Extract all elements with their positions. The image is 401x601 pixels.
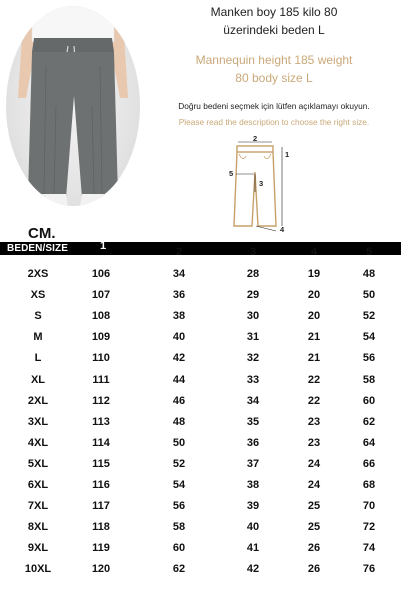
measurement-cell-3: 39 bbox=[246, 500, 260, 512]
measurement-cell-4: 26 bbox=[307, 542, 321, 554]
measurement-cell-3: 31 bbox=[246, 331, 260, 343]
measurement-cell-2: 36 bbox=[172, 289, 186, 301]
diagram-label-1: 1 bbox=[285, 150, 290, 159]
column-header-1: 1 bbox=[99, 240, 107, 252]
size-cell: 8XL bbox=[27, 521, 49, 533]
model-info-en-line1: Mannequin height 185 weight bbox=[195, 53, 353, 67]
measurement-cell-2: 62 bbox=[172, 563, 186, 575]
measurement-cell-5: 72 bbox=[362, 521, 376, 533]
measurement-cell-4: 20 bbox=[307, 310, 321, 322]
diagram-label-3: 3 bbox=[259, 179, 264, 188]
measurement-cell-3: 36 bbox=[246, 437, 260, 449]
model-info-en-line2: 80 body size L bbox=[235, 71, 313, 85]
measurement-cell-3: 38 bbox=[246, 479, 260, 491]
size-cell: 2XL bbox=[27, 395, 49, 407]
size-cell: 4XL bbox=[27, 437, 49, 449]
measurement-cell-3: 35 bbox=[246, 416, 260, 428]
measurement-cell-4: 21 bbox=[307, 352, 321, 364]
size-column-header: BEDEN/SIZE bbox=[7, 243, 69, 254]
measurement-cell-4: 20 bbox=[307, 289, 321, 301]
diagram-label-2: 2 bbox=[253, 134, 258, 143]
measurement-cell-3: 34 bbox=[246, 395, 260, 407]
measurement-cell-5: 50 bbox=[362, 289, 376, 301]
model-photo bbox=[6, 6, 140, 206]
measurement-cell-5: 48 bbox=[362, 268, 376, 280]
measurement-cell-3: 32 bbox=[246, 352, 260, 364]
measurement-cell-3: 28 bbox=[246, 268, 260, 280]
measurement-cell-2: 56 bbox=[172, 500, 186, 512]
size-cell: 6XL bbox=[27, 479, 49, 491]
measurement-cell-5: 70 bbox=[362, 500, 376, 512]
measurement-cell-1: 113 bbox=[92, 416, 110, 428]
measurement-cell-2: 38 bbox=[172, 310, 186, 322]
measurement-cell-2: 44 bbox=[172, 374, 186, 386]
size-cell: 7XL bbox=[27, 500, 49, 512]
measurement-cell-2: 48 bbox=[172, 416, 186, 428]
measurement-cell-1: 111 bbox=[92, 374, 110, 386]
measurement-cell-5: 58 bbox=[362, 374, 376, 386]
measurement-cell-4: 22 bbox=[307, 374, 321, 386]
size-cell: XS bbox=[30, 289, 46, 301]
size-cell: 3XL bbox=[27, 416, 49, 428]
measurement-cell-3: 29 bbox=[246, 289, 260, 301]
measurement-cell-1: 109 bbox=[91, 331, 111, 343]
size-cell: 9XL bbox=[27, 542, 49, 554]
size-cell: M bbox=[33, 331, 43, 343]
measurement-cell-5: 76 bbox=[362, 563, 376, 575]
description-note-tr: Doğru bedeni seçmek için lütfen açıklamayı okuyun. bbox=[178, 101, 370, 111]
measurement-cell-4: 19 bbox=[307, 268, 321, 280]
measurement-cell-5: 54 bbox=[362, 331, 376, 343]
measurement-cell-1: 120 bbox=[91, 563, 111, 575]
measurement-cell-1: 114 bbox=[92, 437, 110, 449]
column-header-4: 4 bbox=[310, 246, 318, 258]
measurement-cell-1: 116 bbox=[92, 479, 110, 491]
model-info-tr-line1: Manken boy 185 kilo 80 bbox=[210, 5, 338, 19]
measurement-cell-3: 30 bbox=[246, 310, 260, 322]
measurement-cell-4: 23 bbox=[307, 416, 321, 428]
unit-label: CM. bbox=[28, 225, 56, 242]
pants-measurement-diagram bbox=[224, 134, 294, 237]
description-note-en: Please read the description to choose the right size. bbox=[178, 117, 370, 127]
measurement-cell-2: 40 bbox=[172, 331, 186, 343]
measurement-cell-4: 25 bbox=[307, 500, 321, 512]
measurement-cell-4: 23 bbox=[307, 437, 321, 449]
measurement-cell-2: 52 bbox=[172, 458, 186, 470]
model-pants-illustration bbox=[6, 6, 140, 206]
size-cell: 10XL bbox=[24, 563, 52, 575]
size-cell: XL bbox=[30, 374, 46, 386]
measurement-cell-1: 107 bbox=[91, 289, 111, 301]
measurement-cell-1: 108 bbox=[91, 310, 111, 322]
column-header-2: 2 bbox=[175, 246, 183, 258]
measurement-cell-1: 106 bbox=[91, 268, 111, 280]
measurement-cell-2: 54 bbox=[172, 479, 186, 491]
column-header-3: 3 bbox=[249, 246, 257, 258]
measurement-cell-2: 34 bbox=[172, 268, 186, 280]
measurement-cell-3: 41 bbox=[246, 542, 260, 554]
measurement-cell-4: 25 bbox=[307, 521, 321, 533]
measurement-cell-3: 40 bbox=[246, 521, 260, 533]
size-cell: 5XL bbox=[27, 458, 49, 470]
measurement-cell-1: 117 bbox=[92, 500, 110, 512]
column-header-5: 5 bbox=[365, 246, 373, 258]
measurement-cell-5: 66 bbox=[362, 458, 376, 470]
measurement-cell-3: 42 bbox=[246, 563, 260, 575]
measurement-cell-1: 119 bbox=[92, 542, 110, 554]
model-info-tr-line2: üzerindeki beden L bbox=[223, 23, 325, 37]
measurement-cell-1: 118 bbox=[92, 521, 110, 533]
measurement-cell-4: 26 bbox=[307, 563, 321, 575]
size-cell: S bbox=[34, 310, 42, 322]
measurement-cell-1: 112 bbox=[92, 395, 110, 407]
measurement-cell-5: 62 bbox=[362, 416, 376, 428]
measurement-cell-5: 64 bbox=[362, 437, 376, 449]
measurement-cell-4: 21 bbox=[307, 331, 321, 343]
measurement-cell-5: 56 bbox=[362, 352, 376, 364]
measurement-cell-4: 24 bbox=[307, 479, 321, 491]
measurement-cell-2: 58 bbox=[172, 521, 186, 533]
measurement-cell-5: 52 bbox=[362, 310, 376, 322]
measurement-cell-5: 74 bbox=[362, 542, 376, 554]
size-cell: 2XS bbox=[27, 268, 49, 280]
size-cell: L bbox=[34, 352, 42, 364]
measurement-cell-2: 60 bbox=[172, 542, 186, 554]
measurement-cell-1: 110 bbox=[92, 352, 110, 364]
measurement-cell-2: 42 bbox=[172, 352, 186, 364]
measurement-cell-4: 24 bbox=[307, 458, 321, 470]
measurement-cell-5: 60 bbox=[362, 395, 376, 407]
diagram-label-5: 5 bbox=[229, 169, 234, 178]
measurement-cell-2: 50 bbox=[172, 437, 186, 449]
diagram-label-4: 4 bbox=[280, 225, 285, 234]
measurement-cell-4: 22 bbox=[307, 395, 321, 407]
measurement-cell-1: 115 bbox=[92, 458, 110, 470]
measurement-cell-5: 68 bbox=[362, 479, 376, 491]
measurement-cell-3: 33 bbox=[246, 374, 260, 386]
measurement-cell-3: 37 bbox=[246, 458, 260, 470]
measurement-cell-2: 46 bbox=[172, 395, 186, 407]
